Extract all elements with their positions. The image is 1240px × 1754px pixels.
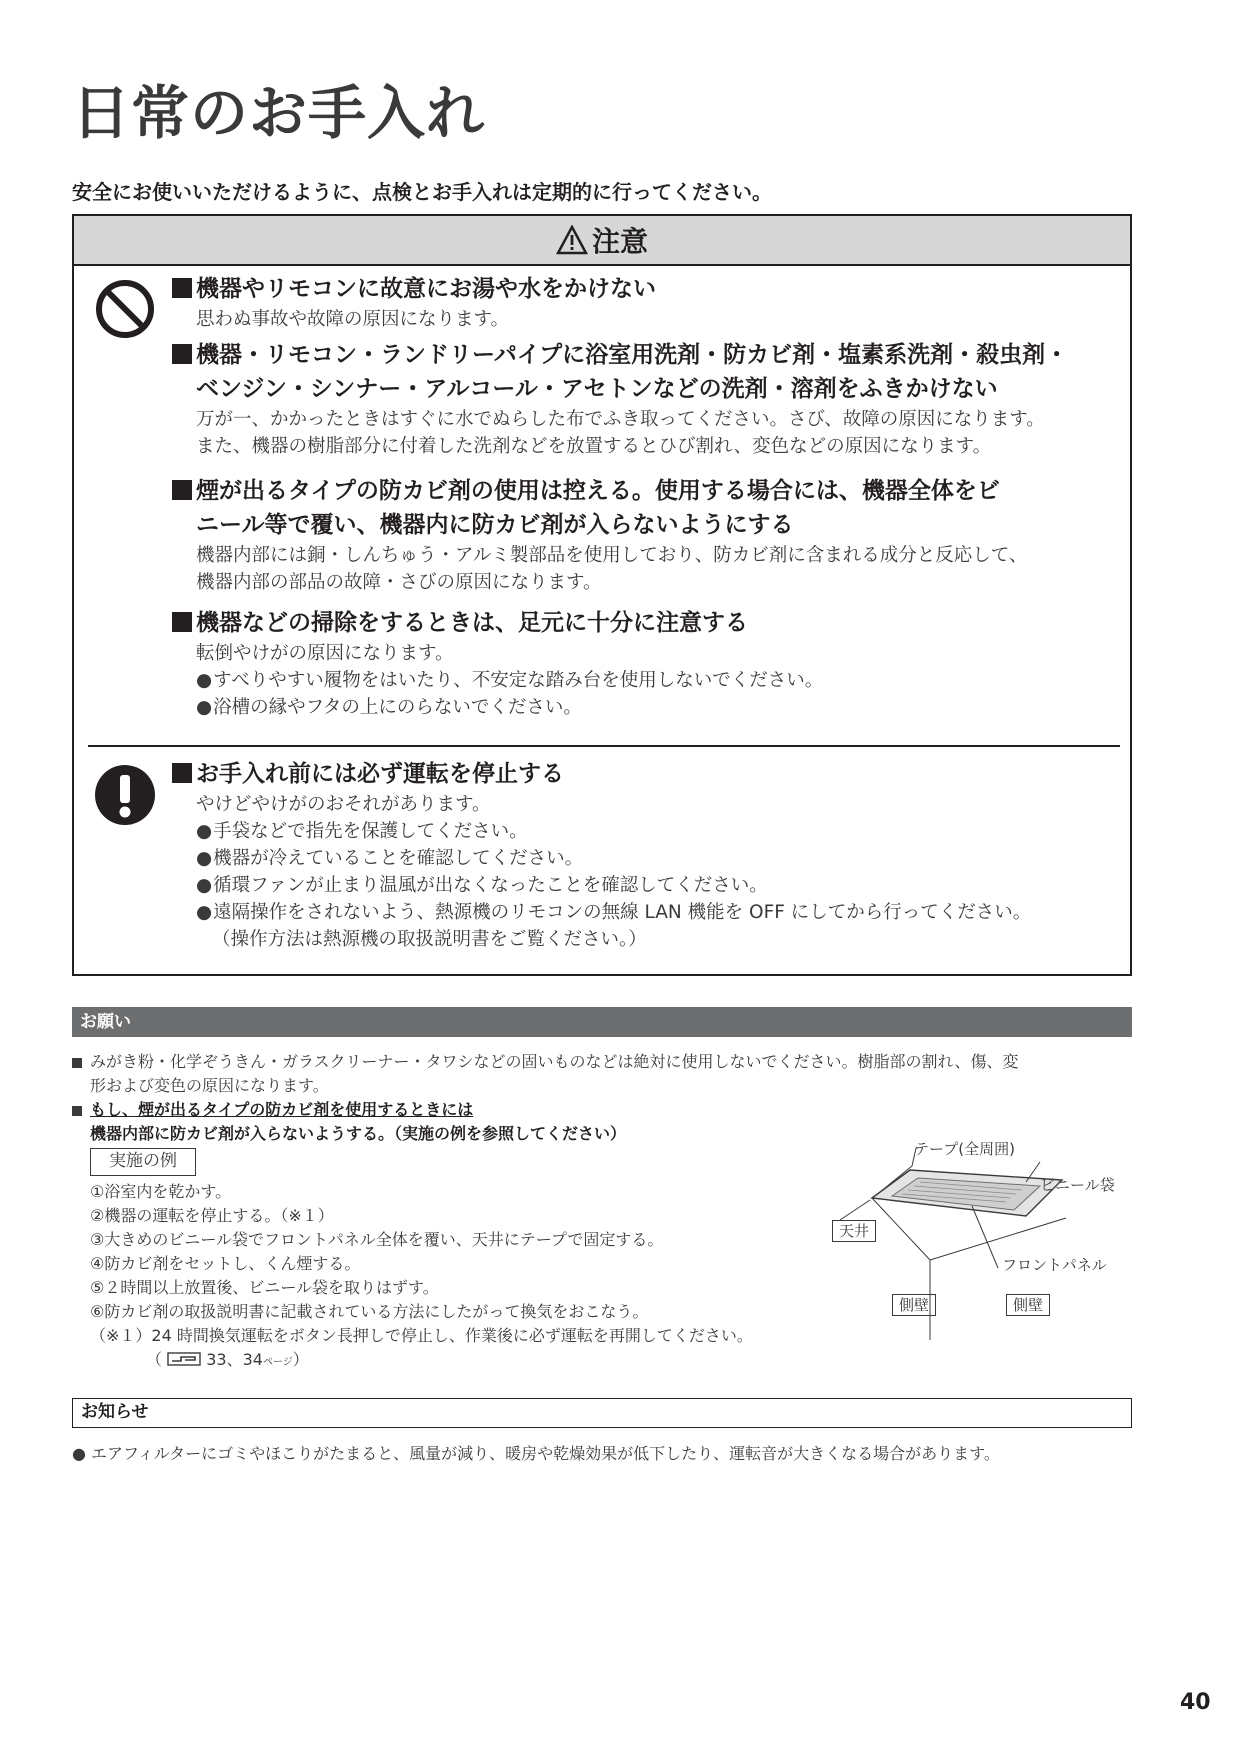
- step-item: ⑤２時間以上放置後、ビニール袋を取りはずす。: [90, 1278, 439, 1297]
- onegai-header: お願い: [72, 1007, 1132, 1037]
- list-item: ● 手袋などで指先を保護してください。: [196, 818, 1122, 845]
- mandatory-item: [172, 757, 1122, 953]
- list-item: ● 浴槽の縁やフタの上にのらないでください。: [196, 694, 1122, 721]
- square-bullet-icon: [72, 1058, 82, 1068]
- prohibition-icon: [94, 278, 156, 340]
- diagram-label-wall-right: 側壁: [1006, 1294, 1050, 1316]
- step-item: ②機器の運転を停止する。（※１）: [90, 1206, 334, 1225]
- example-diagram: [830, 1140, 1140, 1340]
- diagram-label-tape: テープ(全周囲): [914, 1140, 1015, 1158]
- example-steps: [90, 1180, 753, 1375]
- square-bullet-icon: [172, 612, 192, 632]
- list-item-note: （操作方法は熱源機の取扱説明書をご覧ください。）: [212, 929, 647, 950]
- square-bullet-icon: [172, 763, 192, 783]
- mandatory-heading: お手入れ前には必ず運転を停止する: [172, 757, 1122, 791]
- caution-header-label: 注意: [591, 225, 648, 258]
- caution-item-body: 機器内部には銅・しんちゅう・アルミ製部品を使用しており、防カビ剤に含まれる成分と反応して、 機器内部の部品の故障・さびの原因になります。: [196, 545, 1028, 593]
- diagram-label-wall-left: 側壁: [892, 1294, 936, 1316]
- mandatory-body: やけどやけがのおそれがあります。 ● 手袋などで指先を保護してください。 ● 機器が冷えていることを確認してください。 ● 循環ファンが止まり温風が出なくなったことを確認してください。 ● 遠隔操作をされないよう、熱源機のリモコンの無線 LAN 機能を OFF にしてから行ってください。 （操作方法は熱源機の取扱説明書をご覧ください。）: [172, 791, 1122, 953]
- intro-text: 安全にお使いいただけるように、点検とお手入れは定期的に行ってください。: [72, 180, 772, 204]
- warning-triangle-icon: [556, 225, 588, 255]
- step-item: ①浴室内を乾かす。: [90, 1182, 232, 1201]
- step-item: ⑥防カビ剤の取扱説明書に記載されている方法にしたがって換気をおこなう。: [90, 1302, 649, 1321]
- onegai-content: [72, 1050, 1132, 1146]
- caution-item-heading: 機器などの掃除をするときは、足元に十分に注意する: [172, 606, 1122, 640]
- caution-item-body: 万が一、かかったときはすぐに水でぬらした布でふき取ってください。さび、故障の原因になります。 また、機器の樹脂部分に付着した洗剤などを放置するとひび割れ、変色などの原因になります。: [196, 409, 1045, 457]
- diagram-label-ceiling: 天井: [832, 1220, 876, 1242]
- page-number: 40: [1180, 1690, 1211, 1715]
- step-note: （※１）24 時間換気運転をボタン長押しで停止し、作業後に必ず運転を再開してください。: [90, 1326, 753, 1345]
- square-bullet-icon: [172, 480, 192, 500]
- caution-item-heading: 機器やリモコンに故意にお湯や水をかけない: [172, 272, 1122, 306]
- page-title: 日常のお手入れ: [72, 79, 486, 147]
- caution-item-body: 転倒やけがの原因になります。 ● すべりやすい履物をはいたり、不安定な踏み台を使用しないでください。 ● 浴槽の縁やフタの上にのらないでください。: [172, 640, 1122, 721]
- list-item: ● 遠隔操作をされないよう、熱源機のリモコンの無線 LAN 機能を OFF にしてから行ってください。: [196, 899, 1122, 926]
- list-item: ● 循環ファンが止まり温風が出なくなったことを確認してください。: [196, 872, 1122, 899]
- section-divider: [88, 745, 1120, 747]
- square-bullet-icon: [172, 278, 192, 298]
- caution-item-heading: 機器・リモコン・ランドリーパイプに浴室用洗剤・防カビ剤・塩素系洗剤・殺虫剤・ ベンジン・シンナー・アルコール・アセトンなどの洗剤・溶剤をふきかけない: [172, 338, 1122, 406]
- diagram-label-bag: ビニール袋: [1040, 1176, 1115, 1194]
- caution-item-4: [172, 606, 1122, 721]
- diagram-label-front-panel: フロントパネル: [1002, 1256, 1107, 1274]
- caution-item-heading: 煙が出るタイプの防カビ剤の使用は控える。使用する場合には、機器全体をビ ニール等で覆い、機器内に防カビ剤が入らないようにする: [172, 474, 1122, 542]
- pointing-hand-icon: [167, 1351, 201, 1367]
- onegai-subtitle: もし、煙が出るタイプの防カビ剤を使用するときには: [90, 1100, 474, 1119]
- caution-item-1: [172, 272, 1122, 333]
- step-item: ③大きめのビニール袋でフロントパネル全体を覆い、天井にテープで固定する。: [90, 1230, 664, 1249]
- caution-header: [74, 216, 1130, 266]
- list-item: ● 機器が冷えていることを確認してください。: [196, 845, 1122, 872]
- ceiling-panel-diagram: [830, 1140, 1140, 1340]
- caution-item-2: [172, 338, 1122, 460]
- page-reference: （ 33、34ページ）: [146, 1350, 309, 1369]
- caution-item-3: [172, 474, 1122, 596]
- caution-item-body: 思わぬ事故や故障の原因になります。: [196, 309, 510, 330]
- mandatory-action-icon: [94, 764, 156, 826]
- list-item: ● すべりやすい履物をはいたり、不安定な踏み台を使用しないでください。: [196, 667, 1122, 694]
- oshirase-header: お知らせ: [72, 1398, 1132, 1428]
- onegai-paragraph-1: みがき粉・化学ぞうきん・ガラスクリーナー・タワシなどの固いものなどは絶対に使用しないでください。樹脂部の割れ、傷、変 形および変色の原因になります。: [72, 1050, 1132, 1098]
- example-label: 実施の例: [90, 1148, 196, 1176]
- onegai-subtext: 機器内部に防カビ剤が入らないようする。（実施の例を参照してください）: [90, 1124, 627, 1143]
- square-bullet-icon: [72, 1106, 82, 1116]
- step-item: ④防カビ剤をセットし、くん煙する。: [90, 1254, 361, 1273]
- oshirase-text: ● エアフィルターにゴミやほこりがたまると、風量が減り、暖房や乾燥効果が低下したり、運転音が大きくなる場合があります。: [72, 1444, 1000, 1463]
- square-bullet-icon: [172, 344, 192, 364]
- caution-box: [72, 214, 1132, 976]
